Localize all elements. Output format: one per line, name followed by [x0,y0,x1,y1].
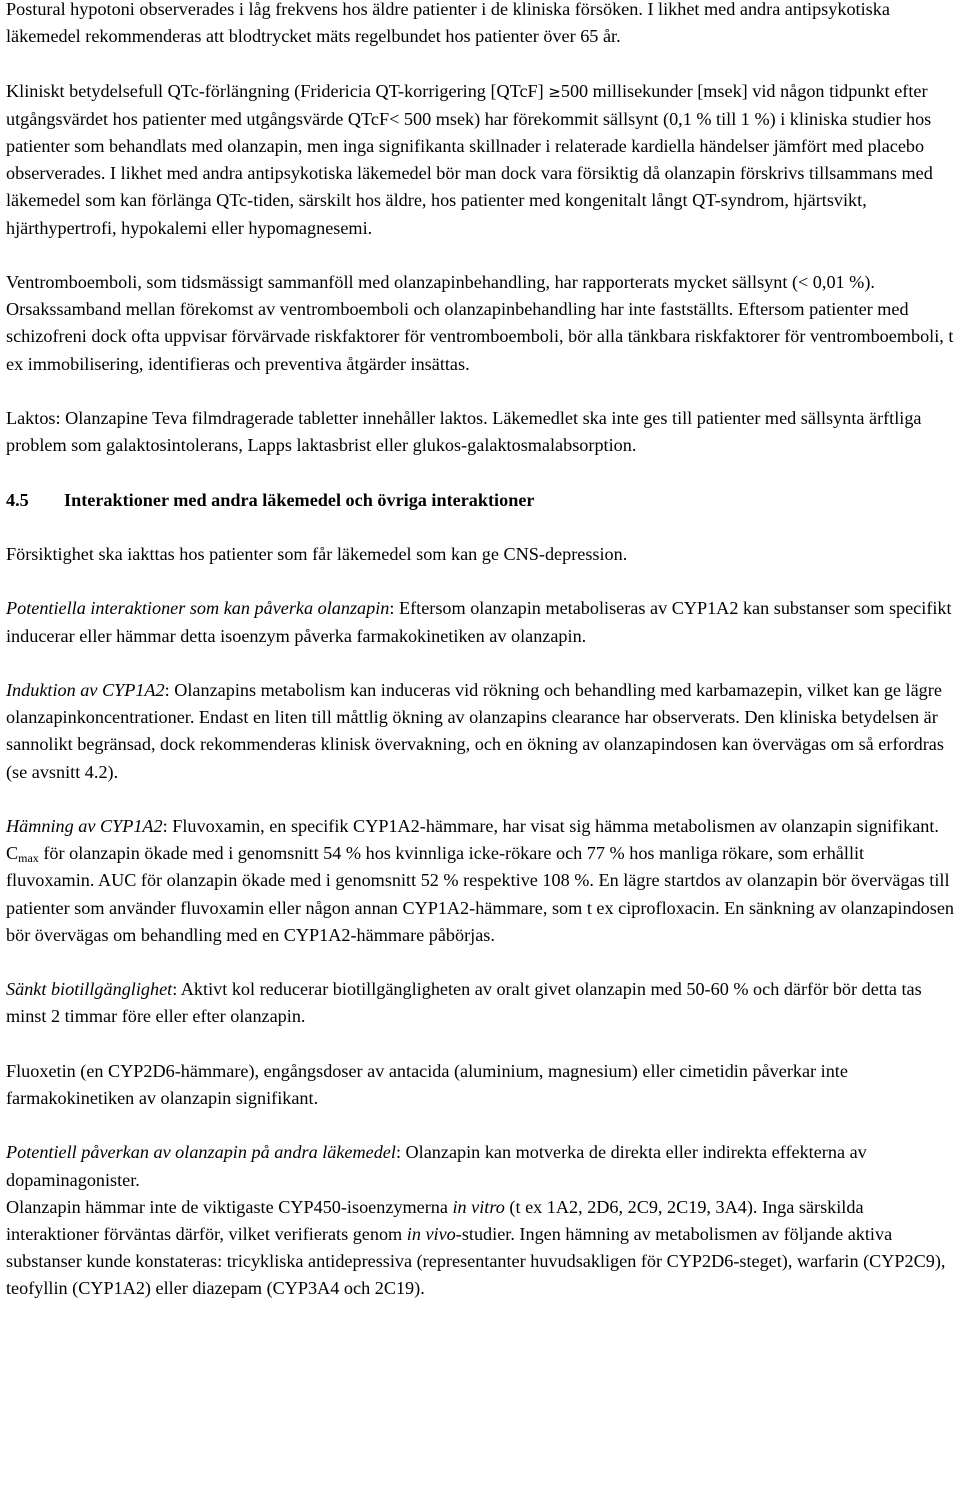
section-number: 4.5 [6,489,29,510]
paragraph-postural-hypotension: Postural hypotoni observerades i låg frekvens hos äldre patienter i de kliniska försöken. I likhet med andra antipsykotiska läkemedel rekommenderas att blodtrycket mäts regelbundet hos patienter över 65 år. [6,0,890,47]
paragraph-label: Induktion av CYP1A2 [6,679,165,700]
document-page [6,0,956,1330]
paragraph-text-start: : Fluvoxamin, en specifik CYP1A2-hämmare, har visat sig hämma metabolismen av olanzapin signifikant. C [6,815,939,864]
paragraph-lactose: Laktos: Olanzapine Teva filmdragerade tabletter innehåller laktos. Läkemedlet ska inte ges till patienter med sällsynta ärftliga problem som galaktosintolerans, Lapps laktasbrist eller glukos-galaktosmalabsorption. [6,408,922,456]
section-heading-4-5 [6,487,956,514]
paragraph-label: Hämning av CYP1A2 [6,815,163,836]
paragraph-label: Potentiella interaktioner som kan påverka olanzapin [6,598,390,619]
paragraph-fluoxetine: Fluoxetin (en CYP2D6-hämmare), engångsdoser av antacida (aluminium, magnesium) eller cimetidin påverkar inte farmakokinetiken av olanzapin signifikant. [6,1060,848,1108]
paragraph-text-end: -studier. Ingen hämning av metabolismen av följande aktiva substanser kunde konstateras: tricykliska antidepressiva (representanter huvudsakligen för CYP2D6-steget), warfarin (CYP2C9), teofyllin (CYP1A2) eller diazepam (CYP3A4 och 2C19). [6,1223,946,1299]
paragraph-text: : Olanzapin kan motverka de direkta eller indirekta effekterna av dopaminagonister. [6,1142,867,1190]
in-vitro-term: in vitro [452,1196,505,1217]
paragraph-cyp1a2-induction [6,677,956,786]
paragraph-cyp450-isoenzymes [6,1194,956,1303]
paragraph-text-start: Olanzapin hämmar inte de viktigaste CYP450-isoenzymerna [6,1196,453,1217]
in-vivo-term: in vivo [406,1223,456,1244]
paragraph-label: Sänkt biotillgänglighet [6,979,173,1000]
section-title: Interaktioner med andra läkemedel och övriga interaktioner [64,489,535,510]
paragraph-potential-interactions [6,595,956,649]
paragraph-cns-depression: Försiktighet ska iakttas hos patienter som får läkemedel som kan ge CNS-depression. [6,543,628,564]
paragraph-text: : Aktivt kol reducerar biotillgängligheten av oralt givet olanzapin med 50-60 % och därför bör detta tas minst 2 timmar före eller efter olanzapin. [6,979,922,1027]
qtc-text-start: Kliniskt betydelsefull QTc-förlängning (Fridericia QT-korrigering [QTcF] [6,80,549,101]
cmax-subscript: max [18,851,39,866]
paragraph-qtc-prolongation [6,78,956,242]
paragraph-cyp1a2-inhibition [6,813,956,949]
paragraph-text-rest: för olanzapin ökade med i genomsnitt 54 % hos kvinnliga icke-rökare och 77 % hos manliga rökare, som erhållit fluvoxamin. AUC för olanzapin ökade med i genomsnitt 52 % respektive 108 %. En lägre startdos av olanzapin bör övervägas till patienter som använder fluvoxamin eller någon annan CYP1A2-hämmare, som t ex ciprofloxacin. En sänkning av olanzapindosen bör övervägas om behandling med en CYP1A2-hämmare påbörjas. [6,843,955,945]
paragraph-olanzapin-effect-on-others [6,1139,956,1193]
paragraph-text: : Eftersom olanzapin metaboliseras av CYP1A2 kan substanser som specifikt inducerar eller hämmar detta isoenzym påverka farmakokinetiken av olanzapin. [6,598,952,646]
paragraph-venous-thromboembolism: Ventromboemboli, som tidsmässigt sammanföll med olanzapinbehandling, har rapporterats mycket sällsynt (< 0,01 %). Orsakssamband mellan förekomst av ventromboemboli och olanzapinbehandling har inte fastställts. Eftersom patienter med schizofreni dock ofta uppvisar förvärvade riskfaktorer för ventromboemboli, bör alla tänkbara riskfaktorer för ventromboemboli, t ex immobilisering, identifieras och preventiva åtgärder insättas. [6,272,954,374]
greater-equal-symbol: ≥ [548,82,561,101]
paragraph-text-middle: (t ex 1A2, 2D6, 2C9, 2C19, 3A4). Inga särskilda interaktioner förväntas därför, vilket verifierats genom [6,1196,864,1244]
paragraph-text: : Olanzapins metabolism kan induceras vid rökning och behandling med karbamazepin, vilket kan ge lägre olanzapinkoncentrationer. Endast en liten till måttlig ökning av olanzapins clearance har observerats. Den kliniska betydelsen är sannolikt begränsad, dock rekommenderas klinisk övervakning, och en ökning av olanzapindosen kan övervägas om så erfordras (se avsnitt 4.2). [6,679,944,782]
paragraph-label: Potentiell påverkan av olanzapin på andra läkemedel [6,1142,396,1163]
paragraph-reduced-bioavailability [6,976,956,1030]
qtc-text-rest: 500 millisekunder [msek] vid någon tidpunkt efter utgångsvärdet hos patienter med utgångsvärde QTcF< 500 msek) har förekommit sällsynt (0,1 % till 1 %) i kliniska studier hos patienter som behandlats med olanzapin, men inga signifikanta skillnader i relaterade kardiella händelser jämfört med placebo observerades. I likhet med andra antipsykotiska läkemedel bör man dock vara försiktig då olanzapin förskrivs tillsammans med läkemedel som kan förlänga QTc-tiden, särskilt hos äldre, hos patienter med kongenitalt långt QT-syndrom, hjärtsvikt, hjärthypertrofi, hypokalemi eller hypomagnesemi. [6,80,933,238]
